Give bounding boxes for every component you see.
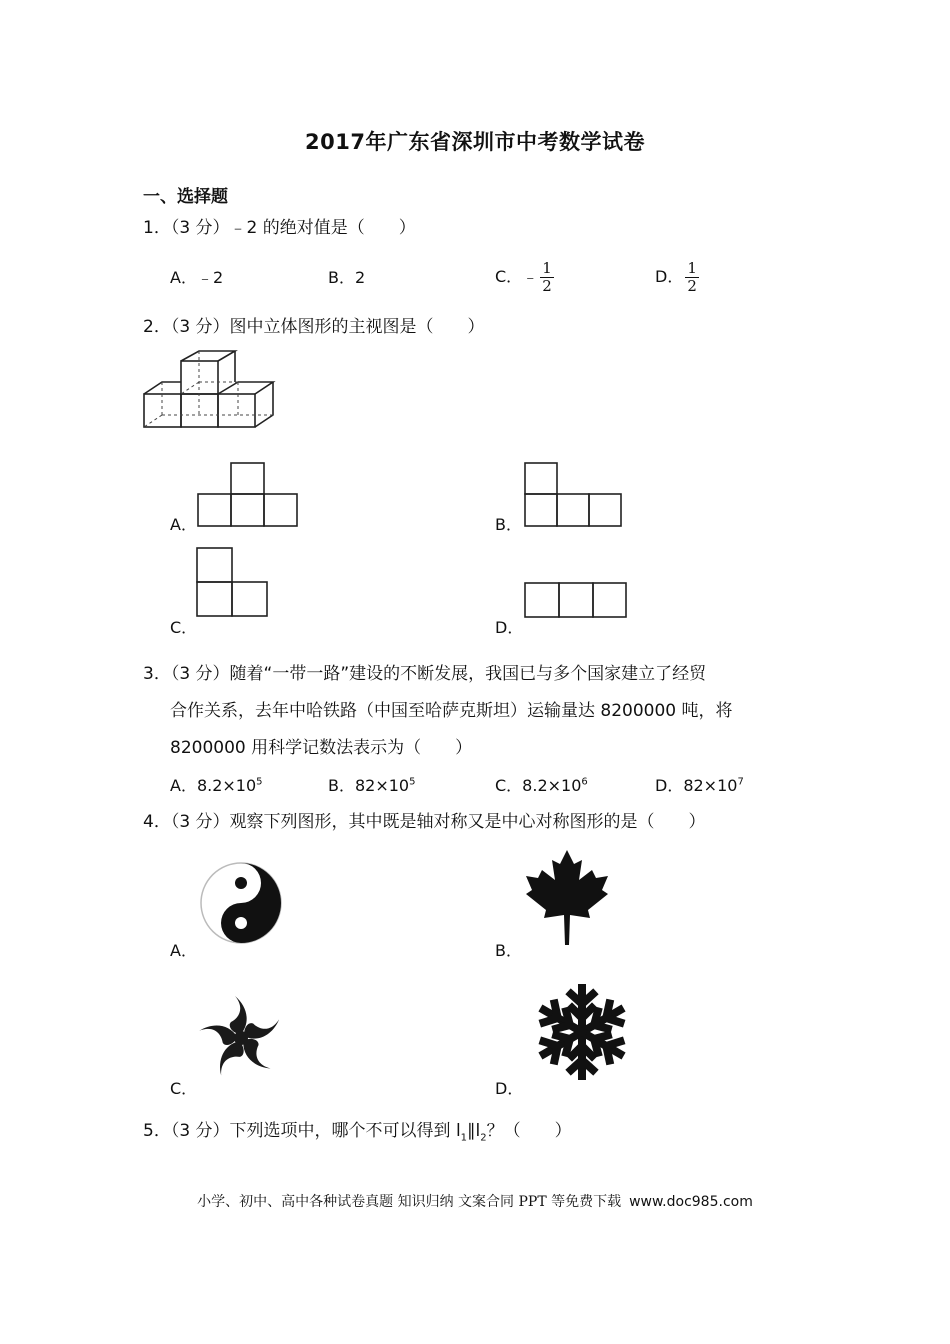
yin-yang-icon — [199, 861, 283, 945]
q3-option-d — [655, 775, 744, 797]
q1-option-d-label: D． — [655, 267, 684, 286]
question-5-stem — [143, 1120, 572, 1142]
subscript: 2 — [480, 1132, 487, 1144]
parallel-symbol: ∥l — [467, 1121, 481, 1141]
q2-option-d-label: D． — [495, 618, 524, 637]
question-5-stem-pre: 5．（3 分）下列选项中，哪个不可以得到 l — [143, 1121, 461, 1141]
question-3-line-1: 3．（3 分）随着“一带一路”建设的不断发展，我国已与多个国家建立了经贸 — [143, 664, 707, 684]
fraction-numerator: 1 — [687, 259, 697, 277]
q2-option-b-figure — [524, 462, 624, 528]
q3-option-c-base: C．8.2×10 — [495, 776, 582, 795]
q2-option-c-label: C． — [170, 618, 198, 637]
question-1-stem: 1．（3 分）﹣2 的绝对值是（ ） — [143, 218, 416, 238]
q2-option-b-label: B． — [495, 515, 522, 534]
fraction-numerator: 1 — [542, 259, 552, 277]
fraction — [685, 260, 699, 295]
footer-text: 小学、初中、高中各种试卷真题 知识归纳 文案合同 PPT 等免费下载 — [197, 1194, 622, 1210]
q1-option-b: B．2 — [328, 268, 366, 287]
q3-option-a-base: A．8.2×10 — [170, 776, 257, 795]
q3-option-d-exponent: 7 — [737, 776, 744, 788]
question-2-stem: 2．（3 分）图中立体图形的主视图是（ ） — [143, 317, 485, 337]
q4-option-b-label: B． — [495, 941, 522, 960]
question-4-stem: 4．（3 分）观察下列图形，其中既是轴对称又是中心对称图形的是（ ） — [143, 812, 706, 832]
question-3-line-2: 合作关系，去年中哈铁路（中国至哈萨克斯坦）运输量达 8200000 吨，将 — [170, 701, 733, 721]
snowflake-icon — [528, 982, 636, 1082]
q1-option-c-label: C． — [495, 267, 523, 286]
q2-option-a-label: A． — [170, 515, 197, 534]
q1-option-d — [655, 260, 699, 295]
q2-option-c-figure — [196, 546, 269, 618]
q3-option-c-exponent: 6 — [581, 776, 588, 788]
q3-option-b-base: B．82×10 — [328, 776, 410, 795]
maple-leaf-icon — [524, 848, 610, 946]
q1-option-c-sign: ﹣ — [522, 267, 539, 286]
question-5-stem-post: ？（ ） — [486, 1121, 572, 1141]
solid-figure — [143, 350, 273, 430]
q1-option-c — [495, 260, 554, 295]
subscript: 1 — [460, 1132, 468, 1144]
section-heading: 一、选择题 — [143, 187, 228, 207]
q2-option-a-figure — [197, 462, 299, 528]
question-3-line-3: 8200000 用科学记数法表示为（ ） — [170, 738, 473, 758]
q4-option-a-label: A． — [170, 941, 197, 960]
q2-option-d-figure — [524, 582, 628, 620]
q3-option-c — [495, 775, 588, 797]
footer-link[interactable]: www.doc985.com — [629, 1194, 753, 1210]
q3-option-a-exponent: 5 — [256, 776, 263, 788]
q4-option-c-label: C． — [170, 1079, 198, 1098]
q3-option-a — [170, 775, 263, 797]
page-title: 2017年广东省深圳市中考数学试卷 — [305, 130, 645, 154]
fraction — [540, 260, 554, 295]
q3-option-d-base: D．82×10 — [655, 776, 738, 795]
fraction-denominator: 2 — [542, 277, 552, 295]
bauhinia-flower-icon — [196, 993, 286, 1083]
fraction-denominator: 2 — [687, 277, 697, 295]
q1-option-a: A．﹣2 — [170, 268, 224, 287]
q3-option-b — [328, 775, 415, 797]
q3-option-b-exponent: 5 — [409, 776, 416, 788]
page-footer — [0, 1191, 950, 1211]
q4-option-d-label: D． — [495, 1079, 524, 1098]
